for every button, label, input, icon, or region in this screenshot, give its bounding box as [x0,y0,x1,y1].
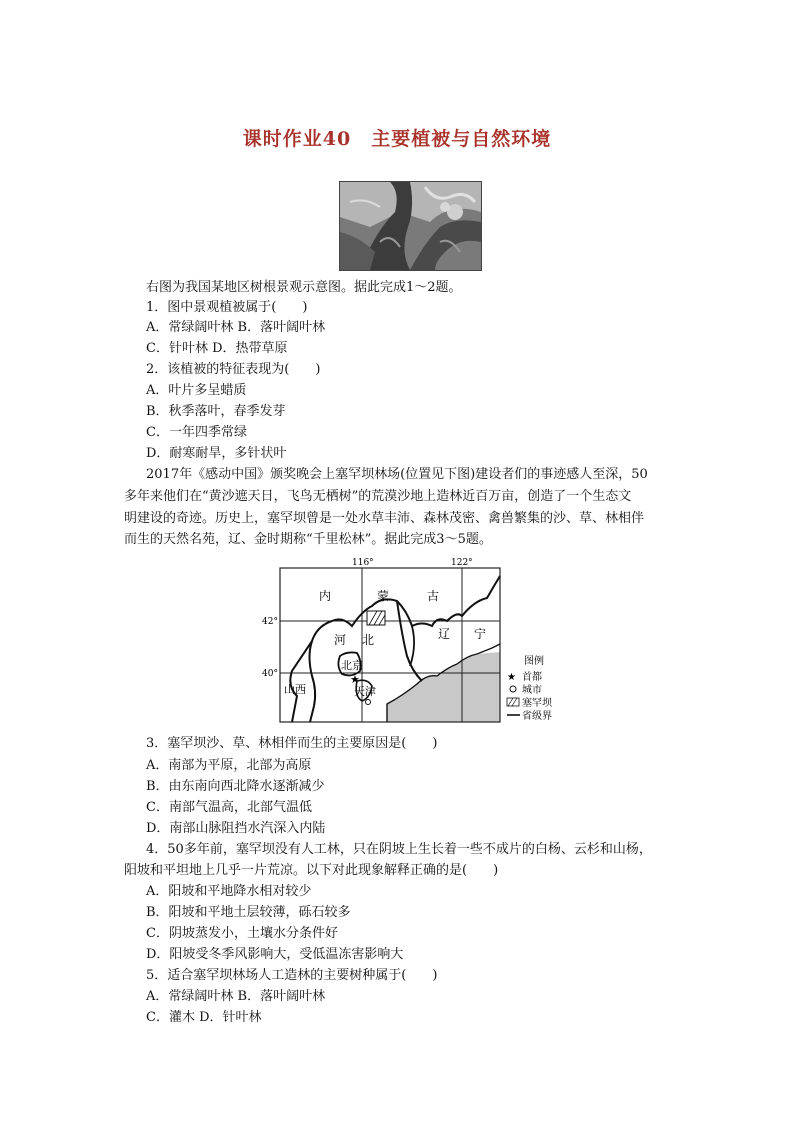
label-shanxi: 山西 [284,683,306,696]
question-4-option-d: D．阳坡受冬季风影响大，受低温冻害影响大 [146,947,404,962]
tree-root-photo [339,181,482,271]
legend-capital: 首都 [522,672,542,683]
question-3-option-a: A．南部为平原，北部为高原 [146,758,312,773]
page-title: 课时作业40 主要植被与自然环境 [242,128,552,150]
question-1-stem: 1．图中景观植被属于( ) [146,300,308,315]
question-2-option-c: C．一年四季常绿 [146,425,247,440]
region-he: 河 [334,633,347,647]
svg-text:★: ★ [507,672,516,683]
question-4-stem-line-2: 阳坡和平坦地上几乎一片荒凉。以下对此现象解释正确的是( ) [124,863,499,878]
lat-42: 42° [262,617,278,627]
label-beijing: 北京 [341,659,363,672]
question-2-option-a: A．叶片多呈蜡质 [146,383,247,398]
region-gu: 古 [427,589,440,603]
region-meng: 蒙 [377,589,390,603]
question-5-stem: 5．适合塞罕坝林场人工造林的主要树种属于( ) [146,968,438,983]
beijing-capital-star: ★ [350,673,360,686]
question-4-option-c: C．阴坡蒸发小，土壤水分条件好 [146,926,338,941]
lon-122: 122° [451,558,473,568]
question-3-option-d: D．南部山脉阻挡水汽深入内陆 [146,821,326,836]
question-3-option-c: C．南部气温高，北部气温低 [146,800,312,815]
question-4-option-b: B．阳坡和平地土层较薄，砾石较多 [146,905,351,920]
question-2-stem: 2．该植被的特征表现为( ) [146,362,321,377]
sea-area [387,652,500,722]
legend-city: 城市 [522,685,542,696]
question-2-option-b: B．秋季落叶，春季发芽 [146,404,286,419]
question-2-option-d: D．耐寒耐旱，多针状叶 [146,446,287,461]
question-4-stem-line-1: 4．50多年前，塞罕坝没有人工林，只在阴坡上生长着一些不成片的白杨、云杉和山杨， [146,842,652,857]
legend-border: 省级界 [522,711,552,722]
tianjin-city-dot [366,700,371,705]
question-1-options-cd: C．针叶林 D．热带草原 [146,341,288,356]
question-3-stem: 3．塞罕坝沙、草、林相伴而生的主要原因是( ) [146,736,438,751]
map-legend [507,654,553,722]
passage-line-1: 2017年《感动中国》颁奖晚会上塞罕坝林场(位置见下图)建设者们的事迹感人至深，50 [146,467,648,482]
lat-40: 40° [262,669,278,679]
question-5-options-cd: C．灌木 D．针叶林 [146,1010,262,1025]
label-tianjin: 天津 [354,685,376,698]
saihanba-location-map [262,556,562,726]
passage-line-4: 而生的天然名苑，辽、金时期称“千里松林”。据此完成3～5题。 [124,532,492,547]
region-bei: 北 [362,633,375,647]
passage-line-2: 多年来他们在“黄沙遮天日，飞鸟无栖树”的荒漠沙地上造林近百万亩，创造了一个生态文 [124,489,632,504]
intro-text: 右图为我国某地区树根景观示意图。据此完成1～2题。 [146,280,462,295]
region-ning: 宁 [474,627,487,641]
region-nei: 内 [319,589,332,603]
passage-line-3: 明建设的奇迹。历史上，塞罕坝曾是一处水草丰沛、森林茂密、禽兽繁集的沙、草、林相伴 [124,511,645,526]
legend-saihanba: 塞罕坝 [522,698,552,709]
saihanba-area [367,611,385,625]
lon-116: 116° [352,558,374,568]
legend-title: 图例 [524,656,544,667]
question-1-options-ab: A．常绿阔叶林 B．落叶阔叶林 [146,320,326,335]
question-3-option-b: B．由东南向西北降水逐渐减少 [146,779,325,794]
region-liao: 辽 [438,627,451,641]
question-4-option-a: A．阳坡和平地降水相对较少 [146,884,312,899]
question-5-options-ab: A．常绿阔叶林 B．落叶阔叶林 [146,989,326,1004]
